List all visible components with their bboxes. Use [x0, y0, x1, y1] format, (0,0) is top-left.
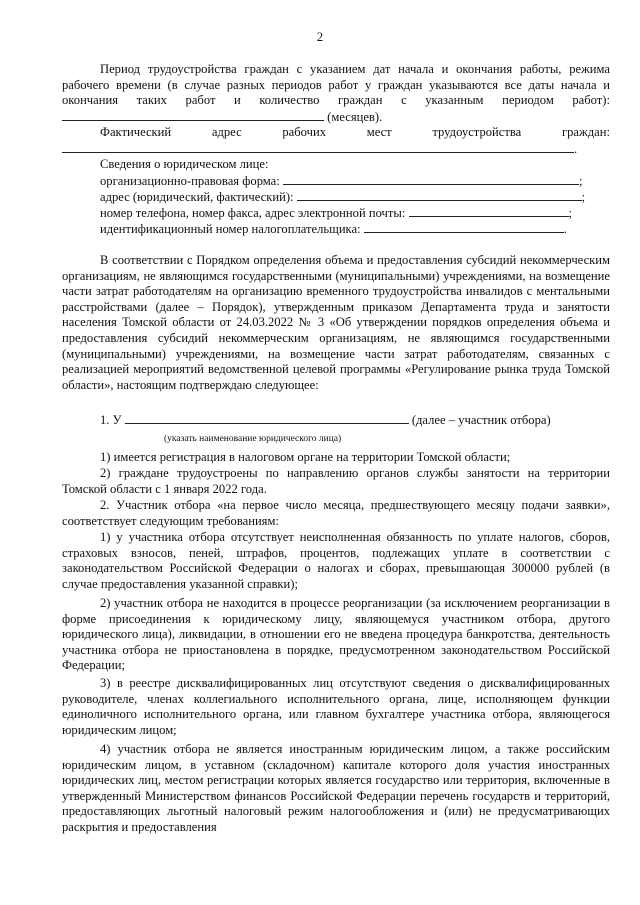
legal-field-end: ;: [578, 174, 583, 188]
address-word: адрес: [211, 125, 242, 139]
period-text: Период трудоустройства граждан с указанием дат начала и окончания работы, режима рабочего времени (в случае разных периодов работ у граждан указываются все даты начала и окончания таких работ и количество граждан с указанным периодом работ):: [62, 62, 610, 108]
item1-suffix: (далее – участник отбора): [411, 413, 551, 427]
item2-sub-4: 4) участник отбора не является иностранным юридическим лицом, а также российским юридическим лицом, в уставном (складочном) капитале которого доля участия иностранных юридических лиц, местом регистрации которых является государство или территория, включенные в утвержденный Министерством финансов Российской Федерации перечень государств и территорий, предоставляющих льготный налоговый режим налогообложения и (или) не предусматривающих раскрытия и предоставления: [62, 742, 610, 834]
legal-field-blank: [297, 189, 582, 201]
item1-prefix: 1. У: [100, 413, 122, 427]
legal-field-label: организационно-правовая форма:: [100, 174, 280, 188]
item1-sub-1: 1) имеется регистрация в налоговом органе на территории Томской области;: [100, 450, 511, 464]
legal-field-label: номер телефона, номер факса, адрес электронной почты:: [100, 206, 406, 220]
item2-sub-3: 3) в реестре дисквалифицированных лиц отсутствуют сведения о дисквалифицированных руководителе, членах коллегиального исполнительного органа, лице, исполняющем функции единоличного исполнительного органа, или главном бухгалтере участника отбора, являющегося юридическим лицом;: [62, 676, 610, 737]
legal-field-blank: [283, 173, 579, 185]
address-label-row: [62, 125, 610, 141]
legal-field-row: [100, 189, 605, 206]
period-suffix: (месяцев).: [327, 109, 383, 124]
legal-field-end: ;: [568, 206, 573, 220]
legal-field-blank: [364, 221, 564, 233]
item1-row: [100, 412, 551, 429]
address-word: граждан:: [561, 125, 610, 139]
item1-sub-2: 2) граждане трудоустроены по направлению органов службы занятости на территории Томской области с 1 января 2022 года.: [62, 466, 610, 496]
intro-paragraph: В соответствии с Порядком определения объема и предоставления субсидий некоммерческим организациям, не являющимся государственными (муниципальными) учреждениями, на возмещение части затрат работодателям на организацию временного трудоустройства инвалидов с ментальными расстройствами (далее – Порядок), утвержденным приказом Департамента труда и занятости населения Томской области от 24.03.2022 № 3 «Об утверждении порядков определения объема и предоставления субсидий некоммерческим организациям, не являющимся государственными (муниципальными) учреждениями, на возмещение части затрат работодателям, связанных с реализацией мероприятий ведомственной целевой программы «Регулирование рынка труда Томской области», настоящим подтверждаю следующее:: [62, 253, 610, 392]
legal-field-label: идентификационный номер налогоплательщика:: [100, 222, 361, 236]
period-blank-line: [62, 109, 324, 121]
address-word: мест: [366, 125, 392, 139]
address-word: трудоустройства: [432, 125, 522, 139]
legal-entity-header: Сведения о юридическом лице:: [100, 157, 269, 171]
legal-field-blank: [409, 205, 569, 217]
address-blank-line: [62, 141, 574, 153]
address-word: Фактический: [100, 125, 172, 139]
legal-field-row: [100, 173, 605, 190]
address-word: рабочих: [282, 125, 327, 139]
legal-field-row: [100, 205, 605, 222]
legal-field-label: адрес (юридический, фактический):: [100, 190, 294, 204]
item2-sub-2: 2) участник отбора не находится в процессе реорганизации (за исключением реорганизации в форме присоединения к юридическому лицу, являющемуся участником отбора, другого юридического лица), ликвидации, в отношении его не введена процедура банкротства, деятельность участника отбора не приостановлена в порядке, предусмотренном законодательством Российской Федерации;: [62, 596, 610, 673]
legal-field-end: ;: [581, 190, 586, 204]
address-blank-row: [62, 141, 610, 158]
legal-field-end: .: [563, 222, 567, 236]
address-end: .: [574, 142, 578, 156]
page-number: 2: [316, 30, 324, 44]
item1-blank-line: [125, 412, 409, 424]
legal-field-row: [100, 221, 605, 238]
item2-sub-1: 1) у участника отбора отсутствует неисполненная обязанность по уплате налогов, сборов, страховых взносов, пеней, штрафов, процентов, подлежащих уплате в соответствии с законодательством Российской Федерации о налогах и сборах, превышающая 300000 рублей (в случае предоставления указанной справки);: [62, 530, 610, 591]
item2-intro: 2. Участник отбора «на первое число месяца, предшествующего месяцу подачи заявки», соответствует следующим требованиям:: [62, 498, 610, 528]
period-paragraph: [62, 62, 610, 125]
item1-caption: (указать наименование юридического лица): [164, 434, 342, 444]
